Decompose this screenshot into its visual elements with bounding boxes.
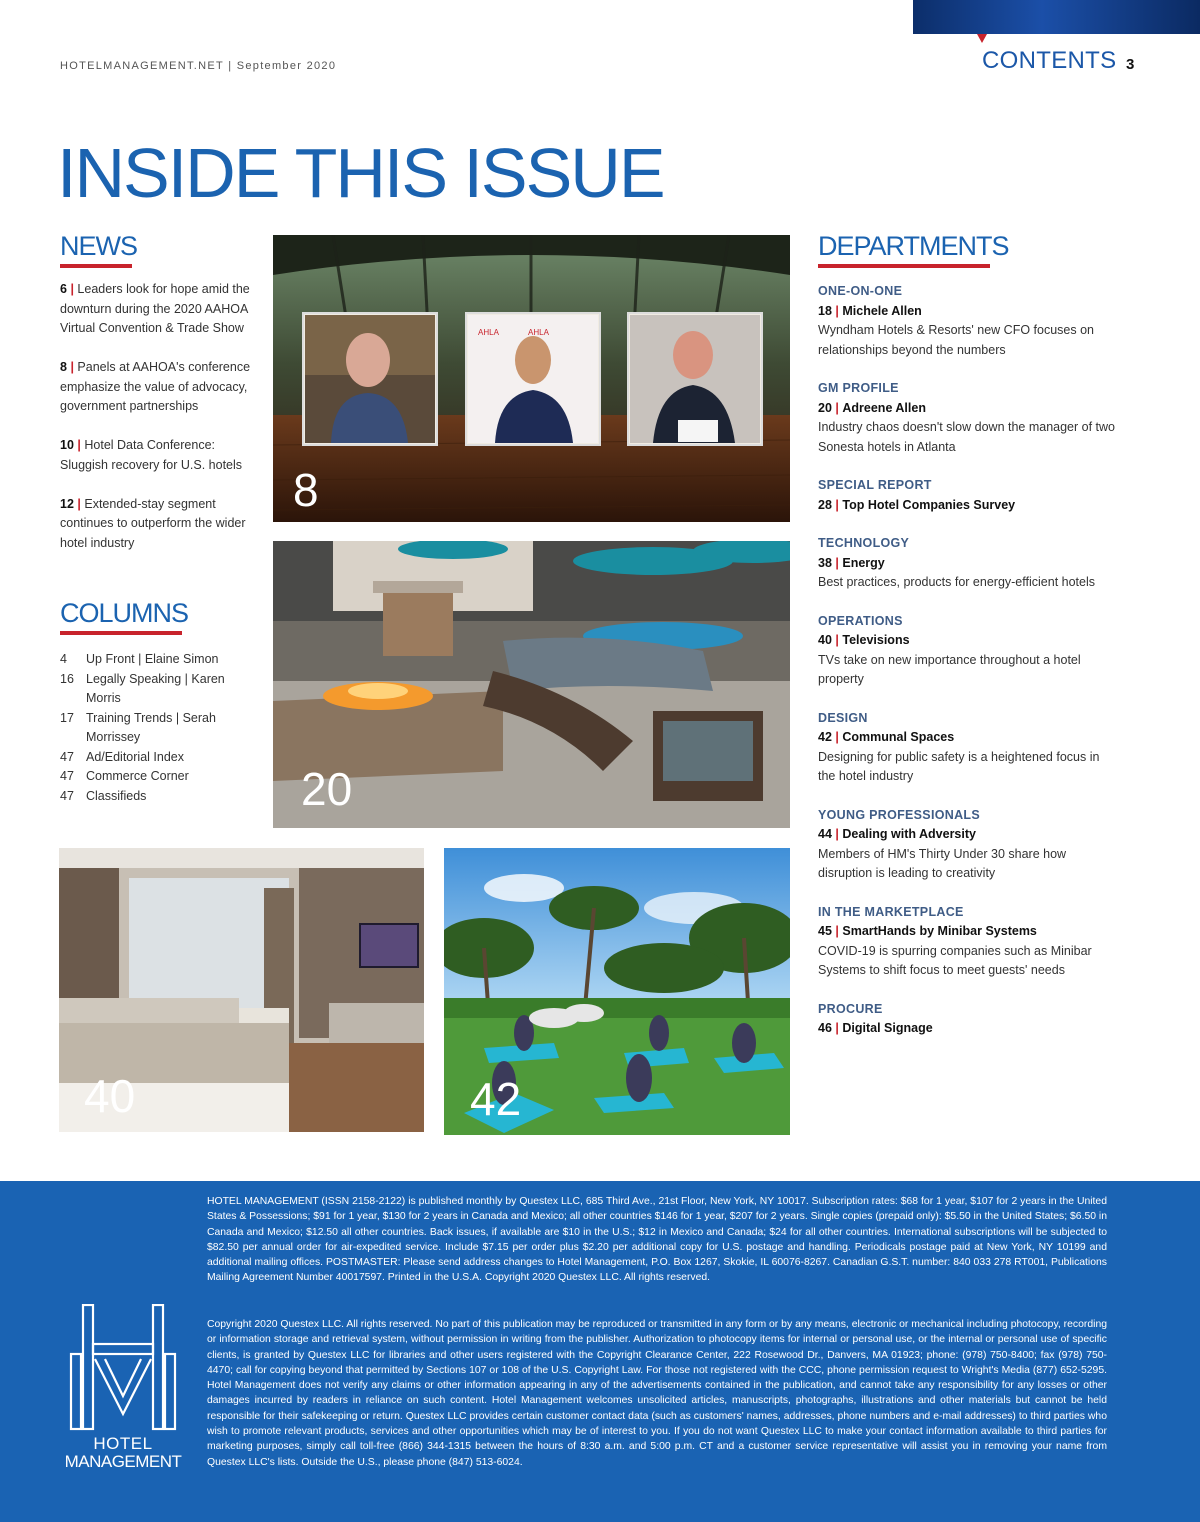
department-entry[interactable] <box>818 1000 1118 1039</box>
news-item-page: 12 <box>60 496 74 511</box>
columns-list <box>60 650 235 806</box>
news-item-text: Extended-stay segment continues to outperform the wider hotel industry <box>60 496 246 550</box>
columns-heading: COLUMNS <box>60 598 189 628</box>
separator-bar: | <box>70 282 74 296</box>
department-category: TECHNOLOGY <box>818 536 910 550</box>
copyright-notice: Copyright 2020 Questex LLC. All rights reserved. No part of this publication may be reproduced or transmitted in any form or by any means, electronic or mechanical including photocopy, recording or information storage and retrieval system, without permission in writing from the publisher. Authorization to photocopy items for internal or personal use, or the internal or personal use of specific clients, is granted by Questex LLC for libraries and other users registered with the Copyright Clearance Center, 222 Rosewood Dr., Danvers, MA 01923; phone: (978) 750-8400; fax (978) 750-4470; call for copying beyond that permitted by Sections 107 or 108 of the U.S. Copyright Law. For those not registered with the CCC, phone permission request to Wright's Media (877) 652-5295. Hotel Management does not verify any claims or other information appearing in any of the advertisements contained in the publication, and cannot take any responsibility for any losses or other damages incurred by readers in reliance on such content. Hotel Management welcomes unsolicited articles, manuscripts, photographs, illustrations and other materials but cannot be held responsible for their safekeeping or return. Questex LLC provides certain customer contact data (such as customers' names, addresses, phone numbers and e-mail addresses) to third parties who wish to promote relevant products, services and other opportunities which may be of interest to you. If you do not want Questex LLC to make your contact information available to third parties for marketing purposes, simply call toll-free (866) 344-1315 between the hours of 8:30 a.m. and 5:00 p.m. CT and a customer service representative will assist you in removing your name from Questex LLC's lists. Outside the U.S., please phone (847) 513-6024. <box>207 1319 1107 1468</box>
department-page: 45 <box>818 924 832 938</box>
separator-bar: | <box>835 497 839 512</box>
department-page: 38 <box>818 555 832 570</box>
column-item-page: 4 <box>60 652 67 666</box>
virtual-conference-photo[interactable] <box>273 235 790 522</box>
logo-word-management: MANAGEMENT <box>64 1452 182 1471</box>
department-title-line <box>818 496 1118 516</box>
separator-bar: | <box>835 555 839 570</box>
separator-bar: | <box>835 400 839 415</box>
department-title-line <box>818 922 1118 942</box>
column-item-text: Commerce Corner <box>86 769 189 783</box>
separator-bar: | <box>835 303 839 318</box>
department-title: Communal Spaces <box>842 730 955 744</box>
hotel-room-photo[interactable] <box>59 848 424 1132</box>
page-number: 3 <box>1126 56 1135 73</box>
department-title: Televisions <box>842 633 910 647</box>
corner-accent-tick <box>977 34 987 43</box>
news-item-page: 6 <box>60 282 67 296</box>
photo-page-number: 8 <box>293 464 319 516</box>
news-item-page: 10 <box>60 438 74 452</box>
department-title-line <box>818 1019 1118 1039</box>
publishing-notice: HOTEL MANAGEMENT (ISSN 2158-2122) is published monthly by Questex LLC, 685 Third Ave., 21st Floor, New York, NY 10017. Subscription rates: $68 for 1 year, $107 for 2 years in the United States & Possessions; $91 for 1 year, $130 for 2 years in Canada and Mexico; all other countries $146 for 1 year, $207 for 2 years. Single copies (prepaid only): $5.50 in the United States; $6.50 in Canada and Mexico; $12.50 all other countries. Back issues, if available are $10 in the U.S.; $12 in Mexico and Canada; $24 for all other countries. International subscriptions will be subjected to $82.50 per annual order for air-expedited service. Include $7.15 per order plus $2.20 per additional copy for U.S. postage and handling. Periodicals postage paid at New York, NY 10199 and additional mailing offices. POSTMASTER: Please send address changes to Hotel Management, P.O. Box 1267, Skokie, IL 60076-8267. Canadian G.S.T. number: 840 033 278 RT001, Publications Mailing Agreement Number 40017597. Printed in the U.S.A. Copyright 2020 Questex LLC. All rights reserved. <box>207 1196 1107 1284</box>
department-title: SmartHands by Minibar Systems <box>842 924 1037 938</box>
separator-bar: | <box>77 496 81 511</box>
department-desc: COVID-19 is spurring companies such as Minibar Systems to shift focus to meet guests' needs <box>818 943 1092 977</box>
department-category: OPERATIONS <box>818 613 903 628</box>
separator-bar: | <box>77 438 81 452</box>
department-category: GM PROFILE <box>818 381 899 395</box>
department-entry[interactable] <box>818 534 1118 593</box>
department-page: 44 <box>818 827 832 841</box>
column-item-page: 47 <box>60 769 74 783</box>
news-item-text: Leaders look for hope amid the downturn during the 2020 AAHOA Virtual Convention & Trade Show <box>60 282 250 335</box>
department-title-line <box>818 728 1118 748</box>
department-entry[interactable] <box>818 806 1118 884</box>
department-desc: Members of HM's Thirty Under 30 share how disruption is leading to creativity <box>818 846 1067 880</box>
corner-accent-bar <box>913 0 1200 34</box>
column-item[interactable] <box>60 748 235 768</box>
separator-bar: | <box>835 924 839 938</box>
department-title-line <box>818 399 1118 419</box>
column-item-text: Legally Speaking | Karen Morris <box>86 671 225 705</box>
svg-text:AHLA: AHLA <box>478 328 499 337</box>
department-title-line <box>818 631 1118 651</box>
column-item-text: Classifieds <box>86 788 147 803</box>
separator-bar: | <box>835 730 839 744</box>
news-item[interactable] <box>60 358 260 417</box>
page-title: INSIDE THIS ISSUE <box>57 134 664 212</box>
logo-word-hotel: HOTEL <box>93 1434 153 1453</box>
department-page: 20 <box>818 400 832 415</box>
news-rule <box>60 264 132 268</box>
pool-patio-photo[interactable] <box>273 541 790 828</box>
department-title: Adreene Allen <box>842 400 926 415</box>
department-title: Top Hotel Companies Survey <box>842 497 1016 512</box>
photo-page-number: 40 <box>84 1070 136 1122</box>
news-list <box>60 280 260 573</box>
department-page: 28 <box>818 497 832 512</box>
column-item[interactable] <box>60 767 235 787</box>
department-page: 18 <box>818 303 832 318</box>
separator-bar: | <box>70 360 74 374</box>
department-category: PROCURE <box>818 1001 883 1016</box>
photo-page-number: 20 <box>301 763 353 815</box>
department-category: IN THE MARKETPLACE <box>818 904 964 919</box>
column-item[interactable] <box>60 787 235 807</box>
svg-text:AHLA: AHLA <box>528 328 549 337</box>
department-page: 40 <box>818 633 832 647</box>
department-page: 46 <box>818 1021 832 1035</box>
department-desc: Best practices, products for energy-efficient hotels <box>818 575 1095 589</box>
virtual-conference-photo-art <box>273 235 790 522</box>
department-title-line <box>818 554 1118 574</box>
department-title-line <box>818 302 1118 322</box>
columns-rule <box>60 631 182 635</box>
separator-bar: | <box>835 633 839 647</box>
department-entry[interactable] <box>818 612 1118 690</box>
department-category: YOUNG PROFESSIONALS <box>818 807 980 822</box>
news-item[interactable] <box>60 280 260 339</box>
column-item-page: 16 <box>60 671 74 686</box>
separator-bar: | <box>835 827 839 841</box>
news-item[interactable] <box>60 436 260 475</box>
department-category: ONE-ON-ONE <box>818 284 903 298</box>
news-item[interactable] <box>60 495 260 554</box>
section-label: CONTENTS <box>982 47 1117 74</box>
department-title: Digital Signage <box>842 1021 933 1035</box>
column-item-page: 47 <box>60 749 74 764</box>
photo-page-number: 42 <box>470 1073 522 1125</box>
news-item-text: Panels at AAHOA's conference emphasize the value of advocacy, government partnerships <box>60 360 251 413</box>
department-title: Dealing with Adversity <box>842 827 976 841</box>
department-entry[interactable] <box>818 379 1118 457</box>
department-entry[interactable] <box>818 903 1118 981</box>
department-title: Michele Allen <box>842 303 922 318</box>
column-item-text: Up Front | Elaine Simon <box>86 652 219 666</box>
column-item-page: 47 <box>60 788 74 803</box>
department-desc: TVs take on new importance throughout a hotel property <box>818 652 1081 686</box>
department-category: SPECIAL REPORT <box>818 478 932 492</box>
news-item-text: Hotel Data Conference: Sluggish recovery for U.S. hotels <box>60 438 243 472</box>
department-entry[interactable] <box>818 476 1118 515</box>
departments-list <box>818 282 1118 1058</box>
lawn-yoga-photo[interactable] <box>444 848 790 1135</box>
departments-rule <box>818 264 990 268</box>
separator-bar: | <box>835 1021 839 1035</box>
column-item[interactable] <box>60 670 235 709</box>
department-desc: Industry chaos doesn't slow down the manager of two Sonesta hotels in Atlanta <box>818 420 1115 454</box>
department-page: 42 <box>818 730 832 744</box>
department-title: Energy <box>842 555 885 570</box>
departments-heading: DEPARTMENTS <box>818 231 1009 261</box>
department-category: DESIGN <box>818 710 868 725</box>
column-item-page: 17 <box>60 710 74 725</box>
department-desc: Wyndham Hotels & Resorts' new CFO focuses on relationships beyond the numbers <box>818 323 1094 357</box>
running-head: HOTELMANAGEMENT.NET | September 2020 <box>60 60 337 72</box>
column-item[interactable] <box>60 650 235 670</box>
department-title-line <box>818 825 1118 845</box>
column-item-text: Ad/Editorial Index <box>86 749 184 764</box>
department-entry[interactable] <box>818 709 1118 787</box>
news-item-page: 8 <box>60 360 67 374</box>
column-item-text: Training Trends | Serah Morrissey <box>86 710 216 744</box>
department-desc: Designing for public safety is a heightened focus in the hotel industry <box>818 749 1100 783</box>
department-entry[interactable] <box>818 282 1118 360</box>
news-heading: NEWS <box>60 231 137 261</box>
column-item[interactable] <box>60 709 235 748</box>
